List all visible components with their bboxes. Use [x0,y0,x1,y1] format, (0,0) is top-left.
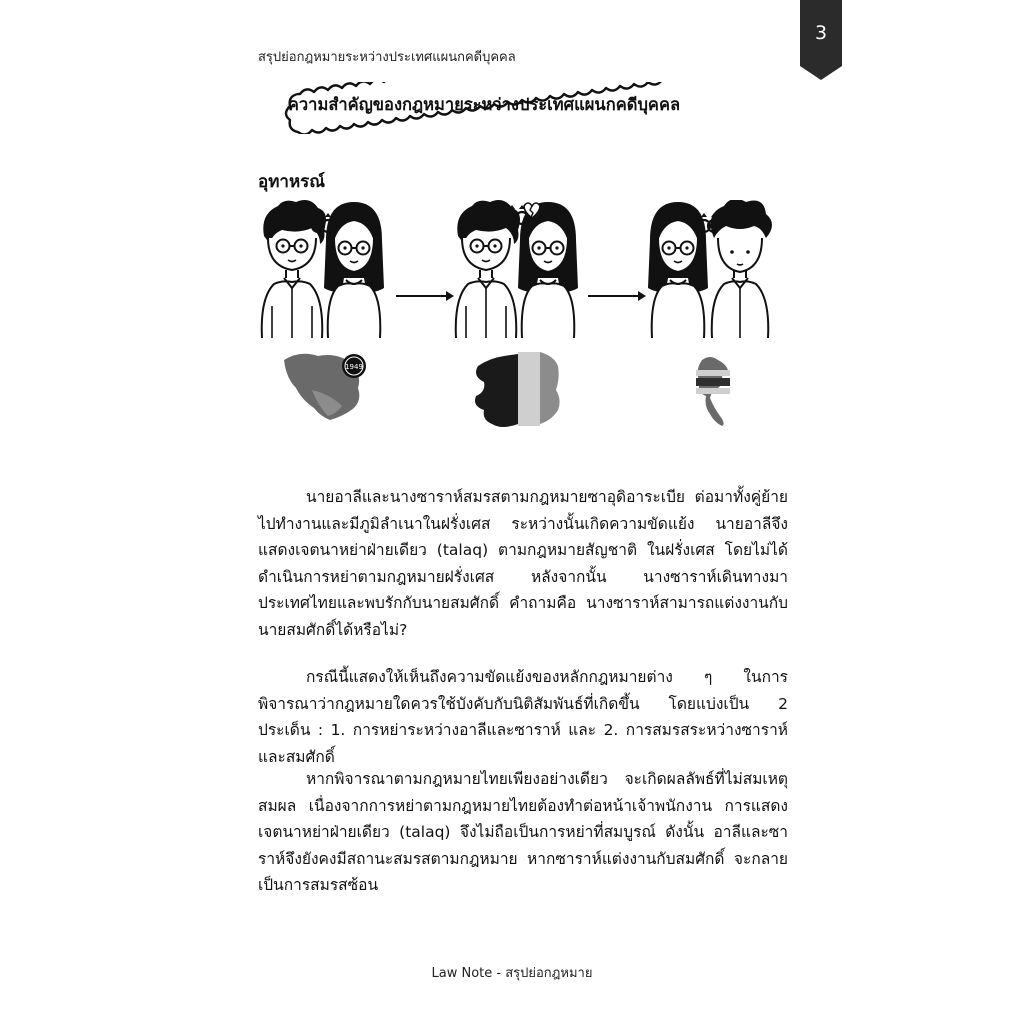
page-footer: Law Note - สรุปย่อกฎหมาย [431,966,593,981]
arrow-right-icon [588,291,646,301]
section-heading: อุทาหรณ์ [258,172,326,192]
paragraph-1: นายอาลีและนางซาราห์สมรสตามกฎหมายซาอุดิอาระเบีย ต่อมาทั้งคู่ย้ายไปทำงานและมีภูมิลำเนาในฝรั่งเศส ระหว่างนั้นเกิดความขัดแย้ง นายอาลีจึงแสดงเจตนาหย่าฝ่ายเดียว (talaq) ตามกฎหมายสัญชาติ ในฝรั่งเศส โดยไม่ได้ดำเนินการหย่าตามกฎหมายฝรั่งเศส หลังจากนั้น นางซาราห์เดินทางมาประเทศไทยและพบรักกับนายสมศักดิ์ คำถามคือ นางซาราห์สามารถแต่งงานกับนายสมศักดิ์ได้หรือไม่? [258,488,788,639]
thailand-map [696,357,730,426]
map-badge: 1949 [345,363,363,371]
marriage-illustration [250,200,790,440]
couple-2 [456,200,578,338]
couple-3 [648,200,772,338]
couple-1 [262,200,384,338]
arrow-right-icon [396,291,454,301]
paragraph-2: กรณีนี้แสดงให้เห็นถึงความขัดแย้งของหลักกฎหมายต่าง ๆ ในการพิจารณาว่ากฎหมายใดควรใช้บังคับกับนิติสัมพันธ์ที่เกิดขึ้น โดยแบ่งเป็น 2 ประเด็น : 1. การหย่าระหว่างอาลีและซาราห์ และ 2. การสมรสระหว่างซาราห์และสมศักดิ์ [258,668,788,766]
paragraph-3: หากพิจารณาตามกฎหมายไทยเพียงอย่างเดียว จะเกิดผลลัพธ์ที่ไม่สมเหตุสมผล เนื่องจากการหย่าตามกฎหมายไทยต้องทำต่อหน้าเจ้าพนักงาน การแสดงเจตนาหย่าฝ่ายเดียว (talaq) จึงไม่ถือเป็นการหย่าที่สมบูรณ์ ดังนั้น อาลีและซาราห์จึงยังคงมีสถานะสมรสตามกฎหมาย หากซาราห์แต่งงานกับสมศักดิ์ จะกลายเป็นการสมรสซ้อน [258,770,788,894]
france-map [475,352,560,427]
page-number: 3 [814,22,828,44]
running-head: สรุปย่อกฎหมายระหว่างประเทศแผนกคดีบุคคล [258,50,516,65]
page-title: ความสำคัญของกฎหมายระหว่างประเทศแผนกคดีบุคคล [287,95,681,114]
saudi-arabia-map [284,354,366,420]
